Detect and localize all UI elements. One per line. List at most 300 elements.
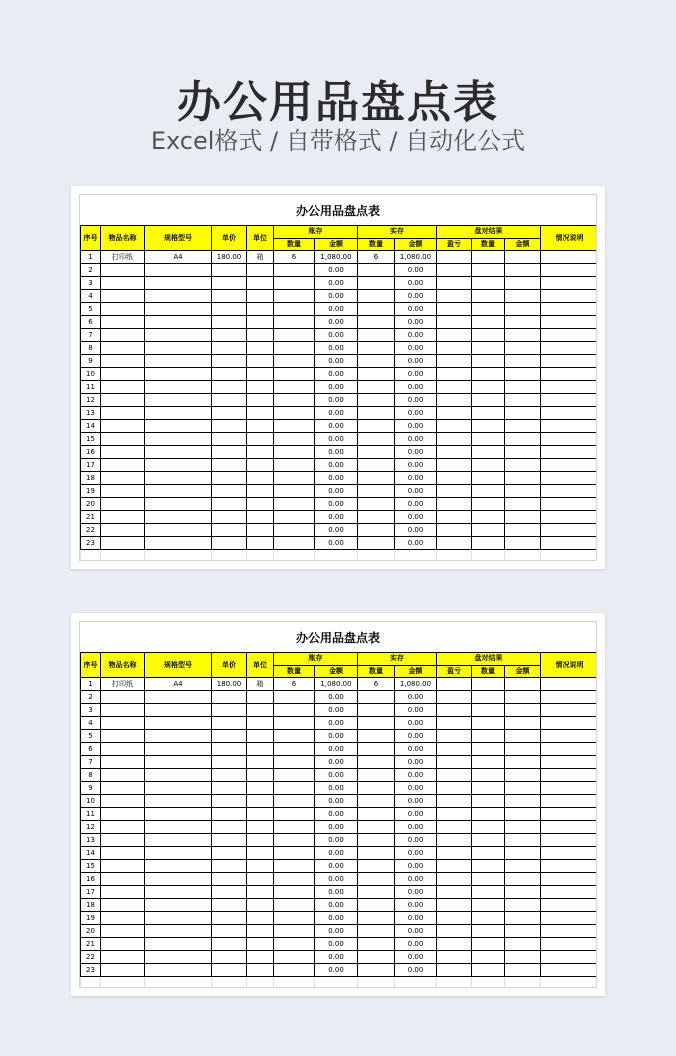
table-row [81, 730, 598, 743]
cell-result-amount [505, 730, 541, 743]
spreadsheet [79, 194, 597, 561]
cell-actual-amount: 0.00 [395, 537, 437, 550]
cell-book-qty [274, 472, 315, 485]
cell-actual-amount: 0.00 [395, 860, 437, 873]
table-row [81, 524, 598, 537]
cell-empty [101, 977, 145, 989]
cell-book-qty [274, 743, 315, 756]
header-result: 盘对结果 [437, 653, 541, 666]
cell-result-amount [505, 342, 541, 355]
cell-unit [247, 368, 274, 381]
cell-spec [145, 342, 212, 355]
cell-seq: 7 [81, 329, 101, 342]
cell-seq: 11 [81, 381, 101, 394]
cell-unit [247, 459, 274, 472]
cell-item-name [101, 381, 145, 394]
cell-unit [247, 407, 274, 420]
cell-result-qty [472, 925, 505, 938]
cell-result-qty [472, 730, 505, 743]
cell-book-amount: 0.00 [315, 316, 358, 329]
cell-surplus [437, 912, 472, 925]
cell-unit-price [212, 899, 247, 912]
cell-spec [145, 860, 212, 873]
cell-result-amount [505, 524, 541, 537]
cell-surplus [437, 834, 472, 847]
cell-item-name [101, 782, 145, 795]
cell-item-name [101, 899, 145, 912]
header-actual: 实存 [358, 226, 437, 239]
cell-result-amount [505, 795, 541, 808]
cell-book-qty [274, 860, 315, 873]
cell-spec [145, 743, 212, 756]
cell-actual-qty [358, 524, 395, 537]
cell-result-qty [472, 446, 505, 459]
cell-unit-price [212, 782, 247, 795]
cell-result-qty [472, 251, 505, 264]
cell-note [541, 730, 597, 743]
cell-note [541, 368, 597, 381]
cell-item-name [101, 873, 145, 886]
cell-unit-price [212, 524, 247, 537]
cell-unit-price [212, 821, 247, 834]
cell-surplus [437, 795, 472, 808]
cell-item-name [101, 277, 145, 290]
cell-unit-price [212, 420, 247, 433]
header-unit: 单位 [247, 226, 274, 251]
cell-book-amount: 0.00 [315, 420, 358, 433]
cell-unit-price [212, 704, 247, 717]
cell-seq: 14 [81, 847, 101, 860]
cell-item-name [101, 951, 145, 964]
cell-book-amount: 0.00 [315, 472, 358, 485]
cell-note [541, 537, 597, 550]
table-row [81, 290, 598, 303]
cell-item-name [101, 459, 145, 472]
cell-actual-qty [358, 537, 395, 550]
cell-surplus [437, 511, 472, 524]
cell-seq: 2 [81, 691, 101, 704]
cell-book-amount: 0.00 [315, 691, 358, 704]
cell-spec [145, 303, 212, 316]
cell-seq: 14 [81, 420, 101, 433]
cell-actual-qty [358, 925, 395, 938]
cell-result-qty [472, 743, 505, 756]
cell-unit-price [212, 808, 247, 821]
cell-result-amount [505, 808, 541, 821]
cell-actual-amount: 0.00 [395, 743, 437, 756]
cell-spec [145, 407, 212, 420]
cell-note [541, 717, 597, 730]
cell-note [541, 251, 597, 264]
cell-unit: 箱 [247, 678, 274, 691]
cell-book-amount: 0.00 [315, 498, 358, 511]
cell-note [541, 511, 597, 524]
cell-surplus [437, 459, 472, 472]
cell-spec [145, 730, 212, 743]
table-row [81, 511, 598, 524]
table-row [81, 860, 598, 873]
inventory-table [80, 225, 597, 561]
cell-book-amount: 0.00 [315, 756, 358, 769]
header-actual-qty: 数量 [358, 665, 395, 678]
table-row [81, 316, 598, 329]
cell-result-amount [505, 951, 541, 964]
cell-result-qty [472, 394, 505, 407]
cell-book-amount: 0.00 [315, 873, 358, 886]
cell-actual-qty [358, 847, 395, 860]
cell-empty [247, 550, 274, 562]
table-row [81, 303, 598, 316]
cell-unit [247, 394, 274, 407]
cell-book-qty [274, 381, 315, 394]
cell-note [541, 355, 597, 368]
cell-result-amount [505, 277, 541, 290]
cell-result-qty [472, 834, 505, 847]
header-unit: 单位 [247, 653, 274, 678]
cell-actual-qty [358, 886, 395, 899]
cell-surplus [437, 847, 472, 860]
cell-result-amount [505, 873, 541, 886]
cell-book-amount: 0.00 [315, 704, 358, 717]
cell-note [541, 524, 597, 537]
page-title: 办公用品盘点表 [177, 77, 499, 128]
cell-book-amount: 0.00 [315, 524, 358, 537]
cell-actual-amount: 0.00 [395, 459, 437, 472]
cell-note [541, 860, 597, 873]
cell-book-qty [274, 925, 315, 938]
cell-book-amount: 0.00 [315, 925, 358, 938]
cell-surplus [437, 446, 472, 459]
cell-item-name [101, 938, 145, 951]
cell-spec [145, 756, 212, 769]
cell-spec [145, 381, 212, 394]
table-row [81, 951, 598, 964]
cell-unit [247, 821, 274, 834]
cell-unit [247, 511, 274, 524]
table-row-empty [81, 977, 598, 989]
cell-surplus [437, 329, 472, 342]
cell-seq: 3 [81, 277, 101, 290]
cell-surplus [437, 433, 472, 446]
cell-result-amount [505, 368, 541, 381]
cell-unit-price [212, 730, 247, 743]
cell-result-qty [472, 329, 505, 342]
cell-actual-qty [358, 264, 395, 277]
cell-spec [145, 524, 212, 537]
table-row [81, 485, 598, 498]
cell-result-qty [472, 511, 505, 524]
cell-unit-price [212, 290, 247, 303]
cell-book-amount: 0.00 [315, 277, 358, 290]
header-note: 情况说明 [541, 226, 597, 251]
cell-book-qty [274, 524, 315, 537]
cell-unit [247, 290, 274, 303]
cell-spec [145, 537, 212, 550]
cell-book-qty [274, 938, 315, 951]
cell-note [541, 795, 597, 808]
cell-result-qty [472, 485, 505, 498]
cell-actual-qty [358, 743, 395, 756]
cell-actual-amount: 0.00 [395, 782, 437, 795]
table-row [81, 847, 598, 860]
cell-empty [437, 550, 472, 562]
table-row [81, 795, 598, 808]
cell-spec [145, 808, 212, 821]
cell-actual-amount: 0.00 [395, 808, 437, 821]
cell-empty [145, 550, 212, 562]
cell-item-name [101, 303, 145, 316]
cell-spec [145, 912, 212, 925]
header-surplus: 盈亏 [437, 238, 472, 251]
cell-actual-qty [358, 782, 395, 795]
table-row [81, 394, 598, 407]
cell-unit [247, 873, 274, 886]
cell-spec [145, 433, 212, 446]
cell-unit [247, 316, 274, 329]
cell-book-qty: 6 [274, 251, 315, 264]
cell-empty [247, 977, 274, 989]
cell-book-qty [274, 394, 315, 407]
cell-note [541, 808, 597, 821]
table-row-empty [81, 550, 598, 562]
cell-item-name [101, 847, 145, 860]
cell-unit [247, 704, 274, 717]
header-book: 账存 [274, 653, 358, 666]
cell-unit-price [212, 303, 247, 316]
cell-surplus [437, 251, 472, 264]
cell-result-qty [472, 678, 505, 691]
cell-result-qty [472, 381, 505, 394]
cell-surplus [437, 420, 472, 433]
cell-unit [247, 433, 274, 446]
cell-empty [472, 550, 505, 562]
cell-item-name [101, 743, 145, 756]
cell-unit-price [212, 717, 247, 730]
table-row [81, 743, 598, 756]
cell-unit-price [212, 756, 247, 769]
cell-result-qty [472, 795, 505, 808]
table-row [81, 498, 598, 511]
cell-unit-price [212, 691, 247, 704]
header-unit-price: 单价 [212, 226, 247, 251]
cell-seq: 20 [81, 498, 101, 511]
cell-actual-qty [358, 912, 395, 925]
header-book-amount: 金额 [315, 238, 358, 251]
cell-actual-qty: 6 [358, 251, 395, 264]
cell-unit-price [212, 873, 247, 886]
cell-book-amount: 0.00 [315, 743, 358, 756]
cell-book-qty [274, 704, 315, 717]
cell-unit [247, 795, 274, 808]
cell-unit [247, 743, 274, 756]
cell-note [541, 329, 597, 342]
cell-book-amount: 0.00 [315, 446, 358, 459]
cell-actual-qty [358, 433, 395, 446]
cell-item-name [101, 730, 145, 743]
cell-spec [145, 886, 212, 899]
cell-unit-price [212, 743, 247, 756]
cell-seq: 20 [81, 925, 101, 938]
cell-actual-amount: 0.00 [395, 886, 437, 899]
cell-actual-amount: 0.00 [395, 511, 437, 524]
cell-actual-amount: 0.00 [395, 342, 437, 355]
table-row [81, 407, 598, 420]
cell-item-name [101, 691, 145, 704]
cell-actual-qty [358, 407, 395, 420]
cell-book-qty [274, 277, 315, 290]
cell-spec [145, 899, 212, 912]
cell-actual-qty [358, 472, 395, 485]
cell-spec [145, 446, 212, 459]
cell-actual-qty [358, 368, 395, 381]
cell-book-qty [274, 808, 315, 821]
cell-empty [145, 977, 212, 989]
cell-surplus [437, 899, 472, 912]
cell-unit-price [212, 498, 247, 511]
cell-note [541, 678, 597, 691]
cell-result-qty [472, 847, 505, 860]
cell-book-amount: 0.00 [315, 264, 358, 277]
cell-empty [274, 550, 315, 562]
cell-book-amount: 0.00 [315, 717, 358, 730]
cell-book-amount: 0.00 [315, 951, 358, 964]
cell-note [541, 485, 597, 498]
cell-note [541, 873, 597, 886]
header-surplus: 盈亏 [437, 665, 472, 678]
cell-spec [145, 795, 212, 808]
cell-item-name [101, 316, 145, 329]
cell-unit-price [212, 342, 247, 355]
cell-result-qty [472, 498, 505, 511]
cell-unit-price [212, 433, 247, 446]
cell-empty [315, 550, 358, 562]
cell-result-amount [505, 303, 541, 316]
cell-actual-amount: 0.00 [395, 329, 437, 342]
table-row [81, 678, 598, 691]
cell-actual-amount: 0.00 [395, 433, 437, 446]
cell-unit [247, 524, 274, 537]
cell-surplus [437, 756, 472, 769]
cell-result-amount [505, 912, 541, 925]
cell-actual-amount: 0.00 [395, 912, 437, 925]
cell-result-qty [472, 964, 505, 977]
cell-note [541, 277, 597, 290]
cell-unit [247, 303, 274, 316]
cell-book-amount: 0.00 [315, 782, 358, 795]
table-row [81, 925, 598, 938]
cell-actual-amount: 1,080.00 [395, 251, 437, 264]
sheet-title: 办公用品盘点表 [295, 631, 380, 645]
cell-actual-amount: 0.00 [395, 704, 437, 717]
cell-unit [247, 730, 274, 743]
cell-empty [541, 550, 597, 562]
cell-result-amount [505, 769, 541, 782]
header-note: 情况说明 [541, 653, 597, 678]
cell-unit [247, 355, 274, 368]
cell-surplus [437, 316, 472, 329]
cell-seq: 15 [81, 860, 101, 873]
cell-unit [247, 691, 274, 704]
cell-book-qty [274, 847, 315, 860]
cell-note [541, 951, 597, 964]
cell-book-amount: 0.00 [315, 821, 358, 834]
table-row [81, 769, 598, 782]
table-row [81, 704, 598, 717]
cell-actual-qty [358, 860, 395, 873]
cell-book-qty [274, 873, 315, 886]
cell-spec [145, 925, 212, 938]
cell-result-qty [472, 938, 505, 951]
cell-actual-amount: 0.00 [395, 873, 437, 886]
cell-item-name [101, 717, 145, 730]
page-subtitle: Excel格式 / 自带格式 / 自动化公式 [150, 127, 526, 155]
cell-seq: 1 [81, 251, 101, 264]
cell-note [541, 938, 597, 951]
cell-empty [541, 977, 597, 989]
cell-seq: 1 [81, 678, 101, 691]
cell-actual-amount: 0.00 [395, 847, 437, 860]
cell-seq: 13 [81, 834, 101, 847]
cell-unit-price [212, 264, 247, 277]
cell-book-amount: 0.00 [315, 808, 358, 821]
cell-actual-amount: 0.00 [395, 964, 437, 977]
cell-note [541, 446, 597, 459]
cell-book-amount: 0.00 [315, 795, 358, 808]
cell-surplus [437, 873, 472, 886]
cell-unit-price [212, 912, 247, 925]
cell-actual-qty [358, 834, 395, 847]
cell-spec [145, 368, 212, 381]
cell-result-amount [505, 433, 541, 446]
cell-book-qty [274, 498, 315, 511]
cell-seq: 9 [81, 355, 101, 368]
cell-book-amount: 0.00 [315, 860, 358, 873]
cell-result-amount [505, 756, 541, 769]
cell-spec [145, 834, 212, 847]
cell-seq: 17 [81, 886, 101, 899]
cell-actual-amount: 0.00 [395, 834, 437, 847]
cell-item-name: 打印纸 [101, 251, 145, 264]
cell-result-amount [505, 329, 541, 342]
cell-result-qty [472, 459, 505, 472]
cell-result-qty [472, 342, 505, 355]
cell-unit-price [212, 329, 247, 342]
cell-result-amount [505, 821, 541, 834]
sheet-title: 办公用品盘点表 [295, 204, 380, 218]
cell-actual-amount: 0.00 [395, 925, 437, 938]
cell-actual-qty: 6 [358, 678, 395, 691]
header-book-qty: 数量 [274, 665, 315, 678]
cell-result-qty [472, 873, 505, 886]
cell-actual-qty [358, 498, 395, 511]
cell-surplus [437, 264, 472, 277]
cell-actual-amount: 0.00 [395, 264, 437, 277]
cell-surplus [437, 808, 472, 821]
cell-note [541, 472, 597, 485]
cell-note [541, 342, 597, 355]
cell-item-name [101, 912, 145, 925]
cell-note [541, 834, 597, 847]
cell-book-amount: 0.00 [315, 730, 358, 743]
cell-seq: 19 [81, 485, 101, 498]
cell-surplus [437, 355, 472, 368]
cell-seq: 23 [81, 537, 101, 550]
cell-seq: 22 [81, 951, 101, 964]
cell-actual-amount: 0.00 [395, 899, 437, 912]
cell-item-name: 打印纸 [101, 678, 145, 691]
cell-note [541, 420, 597, 433]
cell-book-amount: 0.00 [315, 485, 358, 498]
